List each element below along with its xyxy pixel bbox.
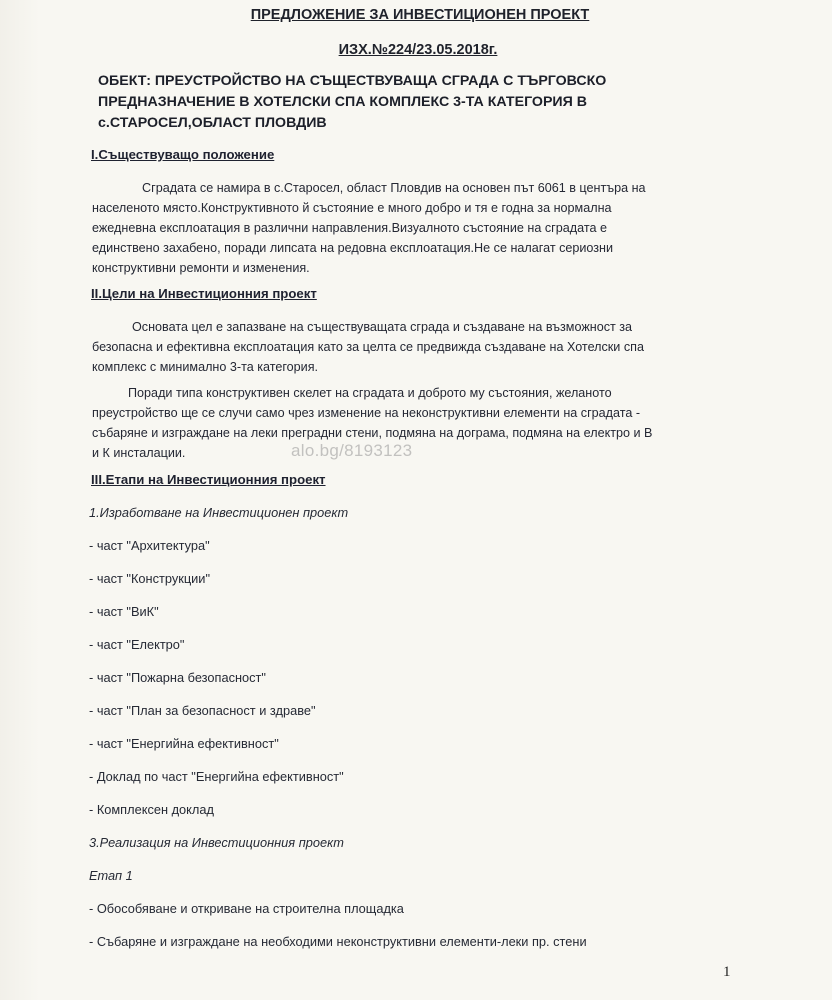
list-item: - част "Енергийна ефективност" xyxy=(89,736,279,751)
paragraph-line: събаряне и изграждане на леки преградни стени, подмяна на дограма, подмяна на електро и В xyxy=(92,426,653,440)
paragraph-line: преустройство ще се случи само чрез изменение на неконструктивни елементи на сградата - xyxy=(92,406,641,420)
list-item-design: 1.Изработване на Инвестиционен проект xyxy=(89,505,349,520)
list-item: - Комплексен доклад xyxy=(89,802,214,817)
list-item: - част "Електро" xyxy=(89,637,185,652)
paragraph-line: конструктивни ремонти и изменения. xyxy=(92,261,310,275)
paragraph-line: единствено захабено, поради липсата на редовна експлоатация.Не се налагат сериозни xyxy=(92,241,614,255)
paragraph-line: и К инсталации. xyxy=(92,446,186,460)
object-line: с.СТАРОСЕЛ,ОБЛАСТ ПЛОВДИВ xyxy=(98,115,327,131)
section-paragraph-goals-2 xyxy=(92,383,732,463)
section-heading-existing-state: I.Съществуващо положение xyxy=(91,147,275,162)
paragraph-line: Поради типа конструктивен скелет на сградата и доброто му състояния, желаното xyxy=(128,386,612,400)
paragraph-line: комплекс с минимално 3-та категория. xyxy=(92,360,319,374)
list-item: - Обособяване и откриване на строителна площадка xyxy=(89,901,404,916)
object-line: ПРЕДНАЗНАЧЕНИЕ В ХОТЕЛСКИ СПА КОМПЛЕКС 3-ТА КАТЕГОРИЯ В xyxy=(98,94,588,110)
list-item: - част "План за безопасност и здраве" xyxy=(89,703,316,718)
list-item: - част "ВиК" xyxy=(89,604,159,619)
watermark-text: alo.bg/8193123 xyxy=(291,441,413,460)
section-heading-goals: II.Цели на Инвестиционния проект xyxy=(91,286,317,301)
section-paragraph-goals-1 xyxy=(92,317,732,377)
section-heading-stages: III.Етапи на Инвестиционния проект xyxy=(91,472,326,487)
paragraph-line: Основата цел е запазване на съществуващата сграда и създаване на възможност за xyxy=(132,320,633,334)
list-item: - Събаряне и изграждане на необходими неконструктивни елементи-леки пр. стени xyxy=(89,934,587,949)
paragraph-line: безопасна и ефективна експлоатация като за целта се предвижда създаване на Хотелски спа xyxy=(92,340,644,354)
stage-label: Етап 1 xyxy=(89,868,133,883)
list-item: - Доклад по част "Енергийна ефективност" xyxy=(89,769,344,784)
section-paragraph-existing-state xyxy=(92,178,732,278)
object-description xyxy=(98,71,738,134)
document-number: ИЗХ.№224/23.05.2018г. xyxy=(338,42,498,58)
list-item: - част "Пожарна безопасност" xyxy=(89,670,266,685)
list-item-realization: 3.Реализация на Инвестиционния проект xyxy=(89,835,344,850)
list-item: - част "Архитектура" xyxy=(89,538,210,553)
list-item: - част "Конструкции" xyxy=(89,571,210,586)
document-title: ПРЕДЛОЖЕНИЕ ЗА ИНВЕСТИЦИОНЕН ПРОЕКТ xyxy=(250,7,590,23)
paragraph-line: Сградата се намира в с.Старосел, област Пловдив на основен път 6061 в центъра на xyxy=(142,181,646,195)
paragraph-line: населеното място.Конструктивното й състояние е много добро и тя е годна за нормална xyxy=(92,201,612,215)
object-line: ОБЕКТ: ПРЕУСТРОЙСТВО НА СЪЩЕСТВУВАЩА СГРАДА С ТЪРГОВСКО xyxy=(98,73,607,89)
page-number: 1 xyxy=(723,964,731,980)
paragraph-line: ежедневна експлоатация в различни направления.Визуалното състояние на сградата е xyxy=(92,221,607,235)
